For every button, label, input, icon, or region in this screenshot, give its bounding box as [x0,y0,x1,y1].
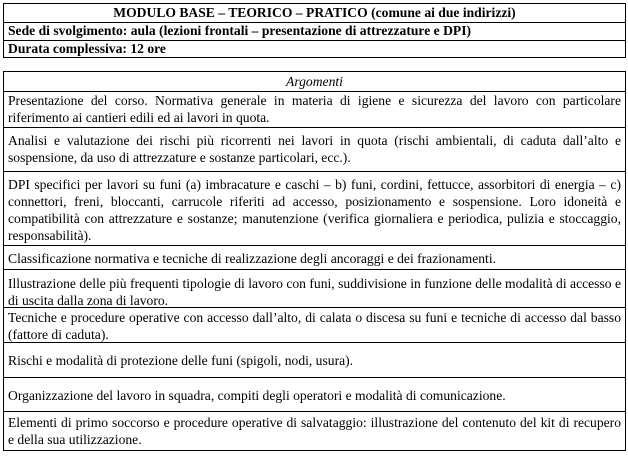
divider [4,307,625,308]
topic-row [4,309,625,343]
divider [4,171,625,172]
topic-text: Analisi e valutazione dei rischi più ricorrenti nei lavori in quota (rischi ambientali, di caduta dall’alto e sospensione, da uso di attrezzature e sostanze particolari, ecc.). [8,133,621,165]
topic-row [4,176,625,246]
module-header-box [3,3,626,58]
divider [4,127,625,128]
topic-row [4,387,625,407]
module-duration: Durata complessiva: 12 ore [8,41,166,56]
module-title: MODULO BASE – TEORICO – PRATICO (comune ai due indirizzi) [113,5,516,20]
topic-row [4,250,625,270]
topic-text: Tecniche e procedure operative con accesso dall’alto, di calata o discesa su funi e tecniche di accesso dal basso (fattore di caduta). [8,310,621,342]
divider [4,411,625,412]
topic-row [4,275,625,309]
topic-row [4,352,625,372]
divider [4,269,625,270]
divider [4,377,625,378]
topic-text: Rischi e modalità di protezione delle funi (spigoli, nodi, usura). [8,353,354,368]
topic-row [4,92,625,126]
topics-table [3,71,626,451]
module-location: Sede di svolgimento: aula (lezioni frontali – presentazione di attrezzature e DPI) [8,23,472,38]
topic-text: Organizzazione del lavoro in squadra, compiti degli operatori e modalità di comunicazione. [8,388,506,403]
divider [4,342,625,343]
topic-row [4,132,625,172]
divider [4,245,625,246]
topics-column-header: Argomenti [286,74,343,89]
topic-text: Elementi di primo soccorso e procedure operative di salvataggio: illustrazione del contenuto del kit di recupero e della sua utilizzazione. [8,415,621,447]
topic-text: Illustrazione delle più frequenti tipologie di lavoro con funi, suddivisione in funzione delle modalità di accesso e di uscita dalla zona di lavoro. [8,276,621,308]
topic-row [4,414,625,448]
topic-text: DPI specifici per lavori su funi (a) imbracature e caschi – b) funi, cordini, fettucce, assorbitori di energia – c) connettori, freni, bloccanti, carrucole riferiti ad accesso, posizionamento e sospensione. Loro idoneità e compatibilità con attrezzature e sostanze; manutenzione (verifica giornaliera e periodica, pulizia e stoccaggio, responsabilità). [8,177,621,243]
topic-text: Presentazione del corso. Normativa generale in materia di igiene e sicurezza del lavoro con particolare riferimento ai cantieri edili ed ai lavori in quota. [8,93,621,125]
topic-text: Classificazione normativa e tecniche di realizzazione degli ancoraggi e dei frazionamenti. [8,251,497,266]
